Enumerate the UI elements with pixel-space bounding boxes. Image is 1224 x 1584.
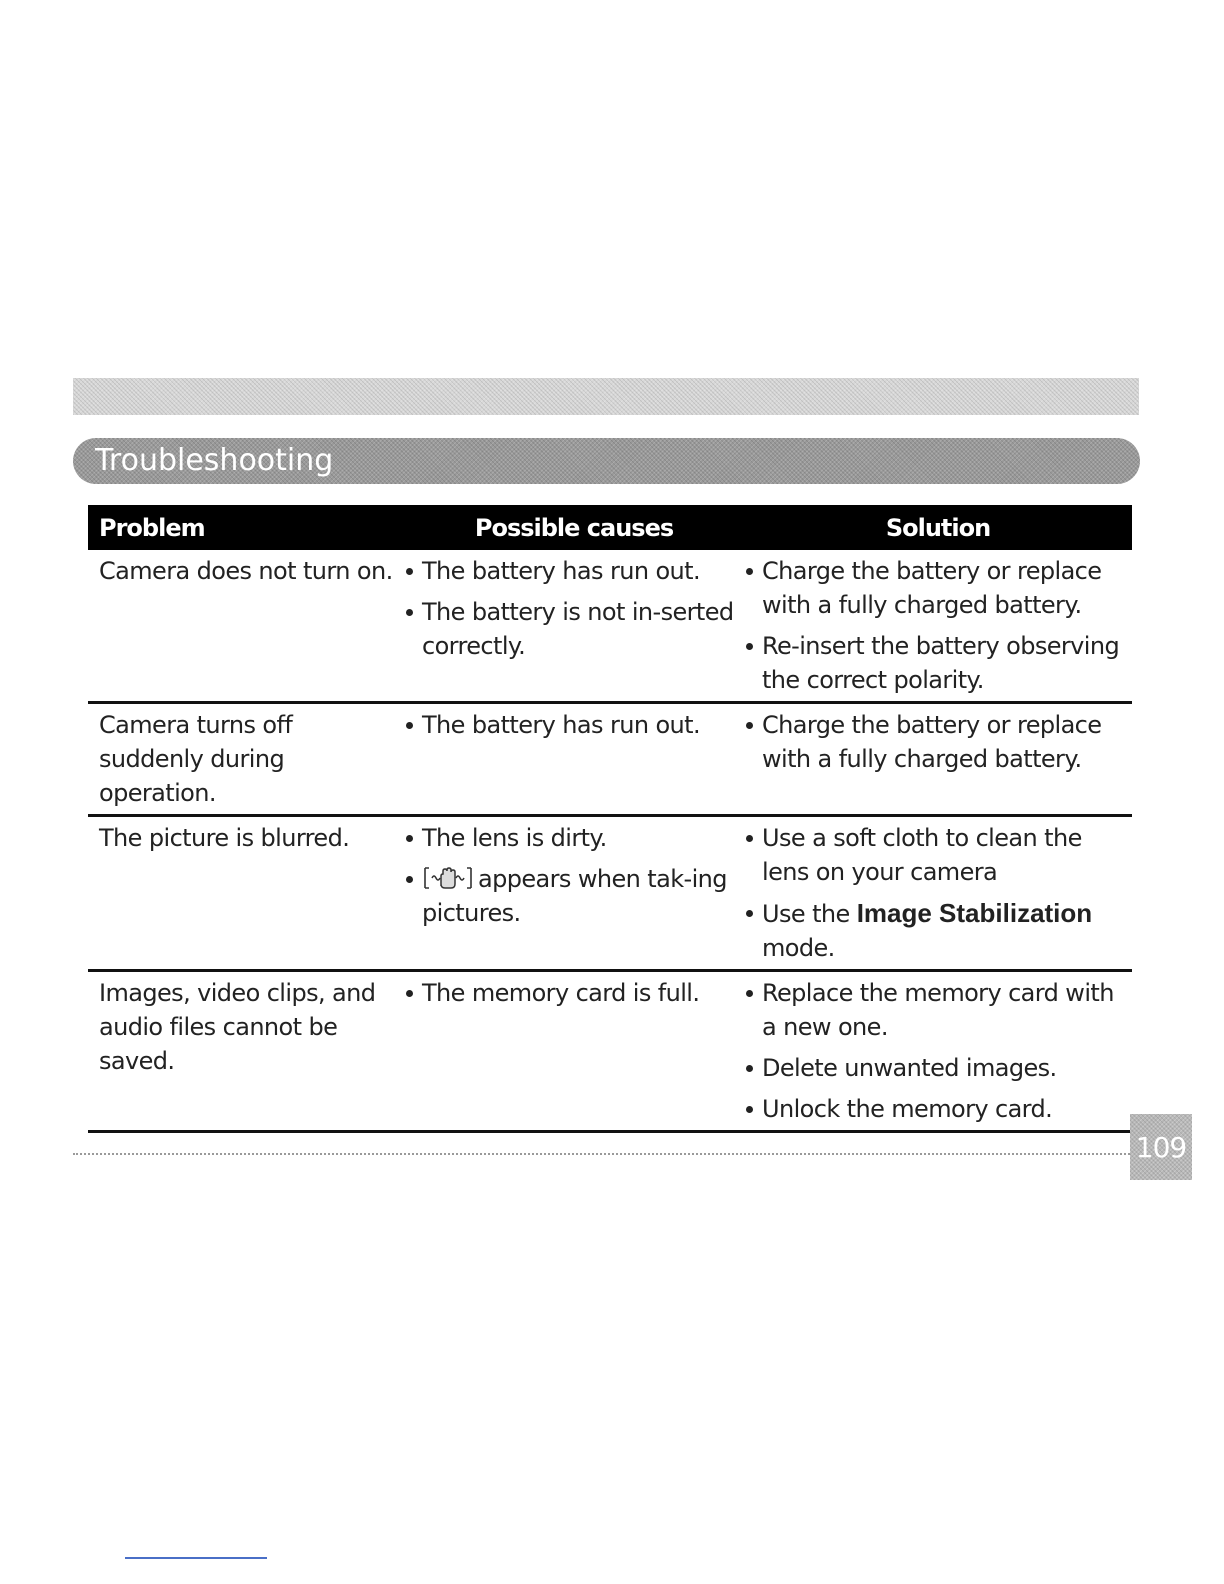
cause-item: The battery has run out. [404,554,736,588]
table-row [88,703,1132,816]
troubleshooting-table [88,505,1132,1133]
cause-item: The memory card is full. [404,976,736,1010]
solution-item: Charge the battery or replace with a fully charged battery. [744,554,1126,622]
page-number-badge [1130,1114,1192,1180]
causes-cell [404,550,744,703]
section-title-bar [73,438,1140,484]
section-title: Troubleshooting [95,443,334,478]
solution-item: Re-insert the battery observing the correct polarity. [744,629,1126,697]
shake-warning-icon [422,864,474,892]
bullet-icon [746,910,753,917]
solution-item: Use the Image Stabilization mode. [744,896,1126,965]
bullet-icon [406,722,413,729]
image-stabilization-term: Image Stabilization [856,898,1093,928]
causes-cell [404,703,744,816]
solution-cell [744,550,1132,703]
table-row [88,971,1132,1132]
problem-cell: Images, video clips, and audio files cannot be saved. [99,979,376,1075]
cause-item: The battery is not in-serted correctly. [404,595,736,663]
header-possible-causes: Possible causes [404,505,744,550]
solution-item: Charge the battery or replace with a fully charged battery. [744,708,1126,776]
bullet-icon [746,1065,753,1072]
table-row [88,816,1132,971]
bullet-icon [746,990,753,997]
bullet-icon [406,835,413,842]
bullet-icon [406,568,413,575]
header-solution: Solution [744,505,1132,550]
solution-item: Delete unwanted images. [744,1051,1126,1085]
bullet-icon [746,643,753,650]
bottom-rule [125,1557,267,1559]
problem-cell: Camera turns off suddenly during operation. [99,711,293,807]
solution-cell [744,971,1132,1132]
bullet-icon [746,1106,753,1113]
causes-cell [404,816,744,971]
solution-item: Unlock the memory card. [744,1092,1126,1126]
table-header-row [88,505,1132,550]
solution-item: Use a soft cloth to clean the lens on your camera [744,821,1126,889]
bullet-icon [746,722,753,729]
solution-cell [744,703,1132,816]
cause-item: The lens is dirty. [404,821,736,855]
header-band [73,378,1139,415]
cause-item: appears when tak-ing pictures. [404,862,736,930]
header-problem: Problem [88,505,404,550]
bullet-icon [746,835,753,842]
page-number: 109 [1135,1130,1187,1164]
problem-cell: The picture is blurred. [99,824,350,852]
solution-cell [744,816,1132,971]
problem-cell: Camera does not turn on. [99,557,393,585]
cause-item: The battery has run out. [404,708,736,742]
solution-item: Replace the memory card with a new one. [744,976,1126,1044]
causes-cell [404,971,744,1132]
bullet-icon [406,609,413,616]
footer-divider [73,1153,1133,1155]
bullet-icon [406,990,413,997]
bullet-icon [746,568,753,575]
bullet-icon [406,876,413,883]
table-row [88,550,1132,703]
